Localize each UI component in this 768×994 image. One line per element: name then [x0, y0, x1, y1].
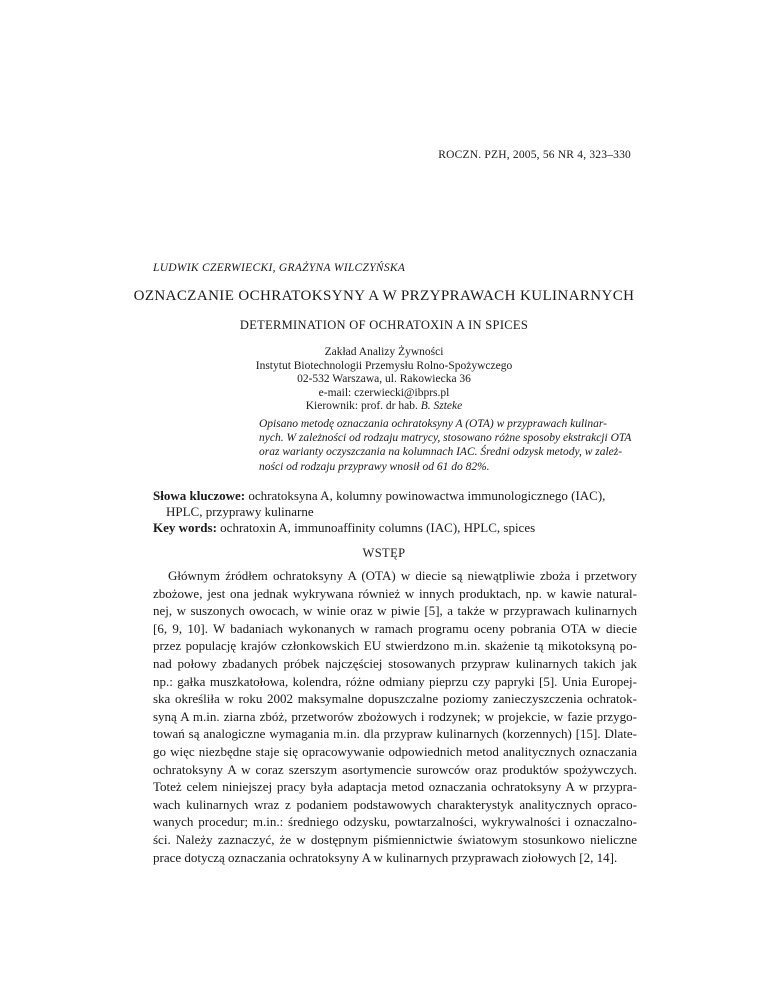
body-line: syną A m.in. ziarna zbóż, przetworów zbożowych i rodzynek; w projekcie, w fazie przygo- [153, 708, 637, 724]
abstract [259, 417, 637, 474]
body-line: przez populację krajów członkowskich EU stwierdzono m.in. skażenie tą mikotoksyną po- [153, 638, 637, 654]
body-line: nej, w suszonych owocach, w winie oraz w piwie [5], a także w przyprawach kulinarnych [153, 603, 637, 619]
body-line: zbożowe, jest ona jednak wykrywana również w innych produktach, np. w kawie natural- [153, 585, 637, 601]
keywords-pl-continuation: HPLC, przyprawy kulinarne [166, 504, 314, 519]
abstract-line: oraz warianty oczyszczania na kolumnach IAC. Średni odzysk metody, w zależ- [259, 446, 623, 459]
keywords-block [153, 488, 637, 536]
keywords-pl-label: Słowa kluczowe: [153, 488, 246, 503]
keywords-pl-text: ochratoksyna A, kolumny powinowactwa immunologicznego (IAC), [248, 488, 606, 503]
body-line: ska określiła w roku 2002 maksymalne dopuszczalne poziomy zanieczyszczenia ochratok- [153, 691, 637, 707]
affiliation-head [0, 400, 768, 414]
affiliation-department: Zakład Analizy Żywności [324, 346, 444, 358]
abstract-line: Opisano metodę oznaczania ochratoksyny A (OTA) w przyprawach kulinar- [259, 418, 607, 430]
body-line: Głównym źródłem ochratoksyny A (OTA) w diecie są niewątpliwie zboża i przetwory [168, 568, 637, 583]
body-line: [6, 9, 10]. W badaniach wykonanych w ramach programu oceny pobrania OTA w diecie [153, 620, 637, 636]
authors: LUDWIK CZERWIECKI, GRAŻYNA WILCZYŃSKA [153, 262, 406, 274]
section-heading: WSTĘP [362, 546, 406, 560]
body-line: wanych procedur; m.in.: średniego odzysku, powtarzalności, wykrywalności i oznaczalno- [153, 814, 637, 830]
affiliation-address: 02-532 Warszawa, ul. Rakowiecka 36 [297, 373, 471, 385]
abstract-line: ności od rodzaju przyprawy wnosił od 61 do 82%. [259, 460, 490, 473]
body-line: ści. Należy zaznaczyć, że w dostępnym piśmiennictwie światowym stosunkowo nieliczne [153, 831, 637, 847]
keywords-pl-line [153, 488, 637, 504]
keywords-en-line [153, 520, 637, 536]
journal-header: ROCZN. PZH, 2005, 56 NR 4, 323–330 [438, 149, 631, 161]
keywords-en-label: Key words: [153, 520, 217, 535]
abstract-line: nych. W zależności od rodzaju matrycy, stosowano różne sposoby ekstrakcji OTA [259, 432, 632, 445]
body-line: prace dotyczą oznaczania ochratoksyny A w kulinarnych przyprawach ziołowych [2, 14]. [153, 849, 618, 865]
affiliation-email: e-mail: czerwiecki@ibprs.pl [318, 386, 450, 399]
body-line: go więc niezbędne staje się opracowywanie odpowiednich metod analitycznych oznaczania [153, 743, 637, 759]
body-line: towań są analogiczne wymagania m.in. dla przypraw kulinarnych (korzennych) [15]. Dlate- [153, 726, 637, 742]
body-line: Toteż celem niniejszej pracy była adaptacja metod oznaczania ochratoksyny A w przypra- [153, 779, 637, 795]
body-line: ochratoksyny A w coraz szerszym asortymencie surowców oraz produktów spożywczych. [153, 761, 637, 777]
affiliation [0, 346, 768, 414]
affiliation-head-prefix: Kierownik: prof. dr hab. [305, 400, 418, 412]
body-line: nad połowy zbadanych próbek najczęściej stosowanych przypraw kulinarnych takich jak [153, 655, 637, 671]
title-polish: OZNACZANIE OCHRATOKSYNY A W PRZYPRAWACH KULINARNYCH [133, 288, 635, 304]
body-line: wach kulinarnych wraz z podaniem podstawowych charakterystyk analitycznych opraco- [153, 796, 637, 812]
affiliation-head-name: B. Szteke [420, 400, 463, 412]
affiliation-institute: Instytut Biotechnologii Przemysłu Rolno-Spożywczego [255, 359, 513, 372]
body-line: np.: gałka muszkatołowa, kolendra, różne odmiany pieprzu czy papryki [5]. Unia Europej- [153, 673, 637, 689]
body-paragraph [153, 567, 637, 866]
title-english: DETERMINATION OF OCHRATOXIN A IN SPICES [239, 318, 529, 332]
keywords-en-text: ochratoxin A, immunoaffinity columns (IAC), HPLC, spices [220, 520, 536, 535]
